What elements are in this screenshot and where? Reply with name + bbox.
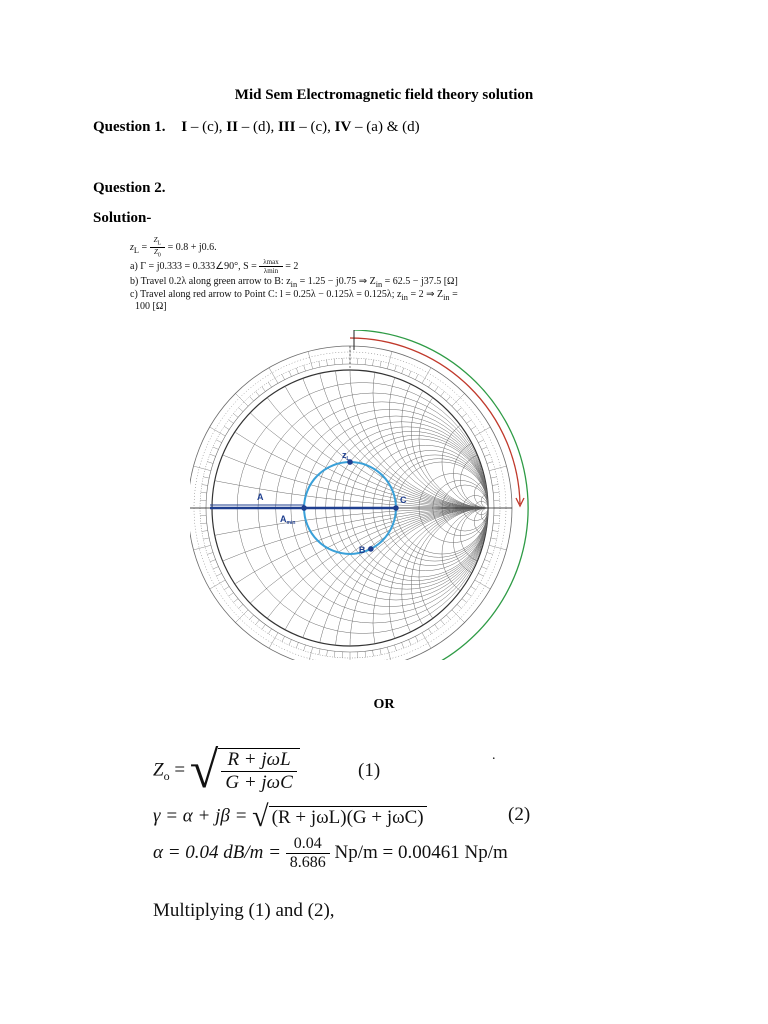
scale-tick: [489, 545, 506, 550]
q1-part-ii-answer: (d),: [252, 119, 278, 135]
scale-tick: [202, 485, 208, 486]
equation-3: [153, 835, 508, 872]
scale-tick: [216, 440, 221, 443]
scale-tick: [262, 624, 266, 629]
scale-tick: [492, 485, 498, 486]
swr-den: λmin: [263, 267, 279, 275]
scale-tick: [289, 640, 291, 645]
or-label: OR: [373, 697, 395, 712]
eq1-denominator: G + jωC: [225, 772, 293, 793]
scale-tick: [296, 642, 298, 648]
scale-tick: [194, 466, 211, 471]
scale-tick: [334, 359, 335, 365]
zin-sub: in: [375, 280, 383, 289]
scale-tick: [482, 447, 487, 449]
eq3-rhs: Np/m = 0.00461 Np/m: [329, 841, 508, 863]
scale-tick: [216, 573, 221, 576]
q1-part-iii-answer: (c),: [310, 119, 335, 135]
scale-tick: [365, 359, 366, 365]
swr-num: λmax: [259, 258, 282, 267]
scale-tick: [233, 414, 238, 418]
scale-tick: [213, 447, 218, 449]
label-c: C: [399, 495, 407, 505]
q1-sep: –: [351, 119, 367, 135]
eq1-equals: =: [174, 759, 190, 781]
zin-sub: in: [401, 293, 408, 302]
scale-tick: [210, 454, 216, 456]
scale-tick: [319, 361, 320, 367]
scale-tick: [441, 391, 445, 396]
q1-part-iv-answer: (a) & (d): [366, 119, 420, 135]
scale-tick: [224, 586, 229, 589]
label-zl: $z_L$: [342, 450, 350, 463]
scale-tick: [201, 492, 207, 493]
scale-tick: [394, 645, 396, 651]
label-zl-sub: L: [346, 456, 350, 463]
eq1-tag: (1): [358, 760, 381, 781]
scale-tick: [452, 393, 465, 406]
line-c-text: c) Travel along red arrow to Point C: l = 0.25λ − 0.125λ = 0.125λ; z: [130, 289, 402, 300]
scale-tick: [462, 599, 467, 603]
scale-tick: [202, 531, 208, 532]
scale-tick: [435, 387, 439, 392]
scale-tick: [478, 440, 483, 443]
q1-sep: –: [187, 119, 203, 135]
point-a-min: [301, 505, 307, 511]
line-a-text: a) Γ = j0.333 = 0.333∠90°, S =: [130, 260, 260, 272]
scale-tick: [256, 620, 260, 625]
scale-tick: [402, 642, 404, 648]
page-title: Mid Sem Electromagnetic field theory solution: [234, 87, 534, 103]
scale-tick: [415, 374, 418, 379]
q1-sep: –: [295, 119, 311, 135]
scale-tick: [262, 387, 266, 392]
scale-tick: [239, 604, 243, 608]
line-c-value2: =: [449, 289, 458, 300]
zl-num-sub: L: [157, 240, 162, 247]
equation-1: [153, 742, 300, 799]
eq3-denominator: 8.686: [289, 854, 326, 871]
sqrt-sign: √: [189, 742, 219, 799]
scale-tick: [484, 560, 490, 562]
scale-tick: [489, 466, 506, 471]
scale-tick: [203, 538, 209, 539]
q1-part-ii-num: II: [226, 119, 238, 135]
zl-value: = 0.8 + j0.6.: [165, 242, 217, 254]
scale-tick: [457, 408, 461, 412]
scale-tick: [487, 552, 493, 554]
scale-tick: [373, 650, 374, 656]
smith-lines: [190, 330, 530, 660]
eq1-lhs: Z: [153, 759, 164, 781]
q1-sep: –: [237, 119, 253, 135]
scale-tick: [491, 538, 497, 539]
line-c-value: = 2 ⇒ Z: [407, 289, 444, 300]
reactance-arc: [350, 508, 530, 660]
scale-tick: [484, 454, 490, 456]
eq3-lhs: α = 0.04 dB/m =: [153, 841, 286, 863]
point-b: [368, 546, 374, 552]
scale-tick: [233, 599, 238, 603]
zl-den-sub: 0: [157, 252, 161, 259]
swr-value: = 2: [282, 260, 299, 272]
point-c: [393, 505, 399, 511]
scale-tick: [203, 477, 209, 478]
eq-sign: =: [139, 242, 150, 254]
reactance-arc: [373, 330, 530, 508]
scale-tick: [304, 645, 306, 651]
q1-part-i-num: I: [181, 119, 188, 135]
smith-grid: [190, 330, 530, 660]
label-a: A: [257, 492, 264, 502]
scale-tick: [207, 552, 213, 554]
scale-tick: [402, 368, 404, 374]
scale-tick: [210, 560, 216, 562]
scale-tick: [492, 531, 498, 532]
zl-num: Z: [153, 236, 158, 244]
scale-tick: [462, 414, 467, 418]
scale-tick: [282, 636, 285, 641]
sqrt-sign: √: [252, 800, 269, 833]
eq1-radicand: [218, 748, 299, 794]
reactance-arc: [190, 330, 530, 508]
scale-tick: [224, 426, 229, 429]
reactance-arc: [411, 508, 530, 660]
zl-symbol: z: [130, 242, 134, 254]
scale-tick: [482, 567, 487, 569]
scale-tick: [478, 573, 483, 576]
scale-tick: [282, 374, 285, 379]
eq2-lhs: γ = α + jβ =: [153, 805, 253, 827]
swr-fraction: [259, 258, 282, 275]
scale-tick: [387, 352, 392, 369]
reactance-arc: [291, 330, 530, 508]
scale-tick: [201, 523, 207, 524]
scale-tick: [415, 636, 418, 641]
reactance-arc: [190, 330, 530, 508]
scale-tick: [365, 651, 366, 657]
scale-tick: [493, 492, 499, 493]
zin-sub: in: [443, 293, 450, 302]
label-a-min: $A_{min}$: [280, 514, 296, 526]
scale-tick: [256, 391, 260, 396]
q1-part-iv-num: IV: [334, 119, 352, 135]
scale-tick: [475, 580, 491, 589]
eq2-tag: (2): [508, 804, 531, 825]
scale-tick: [471, 586, 476, 589]
scale-tick: [457, 604, 461, 608]
reactance-arc: [190, 508, 530, 660]
scale-tick: [250, 615, 254, 619]
scale-tick: [466, 420, 471, 424]
reactance-arc: [190, 508, 530, 660]
scale-tick: [327, 650, 328, 656]
line-b-text: b) Travel 0.2λ along green arrow to B: z: [130, 276, 291, 287]
zl-sub: L: [133, 246, 139, 256]
label-a-min-sub: min: [286, 520, 296, 526]
q1-part-iii-num: III: [277, 119, 296, 135]
question-2-label: Question 2.: [93, 180, 166, 196]
question-1-label: Question 1.: [93, 119, 166, 135]
eq3-numerator: 0.04: [286, 835, 330, 854]
scale-tick: [428, 382, 431, 387]
reactance-arc: [258, 508, 530, 660]
scale-tick: [229, 593, 234, 597]
equation-2: [153, 802, 427, 832]
reactance-arc: [190, 330, 530, 508]
scale-tick: [373, 360, 374, 366]
eq1-numerator: R + jωL: [221, 749, 296, 772]
multiplying-text: Multiplying (1) and (2),: [153, 900, 335, 921]
scale-tick: [319, 649, 320, 655]
scale-tick: [446, 397, 450, 401]
scale-tick: [327, 360, 328, 366]
scale-tick: [308, 647, 313, 660]
scale-tick: [296, 368, 298, 374]
solution-line-c: [130, 289, 458, 304]
scale-tick: [409, 371, 411, 376]
scale-tick: [380, 649, 381, 655]
reactance-arc: [190, 508, 530, 660]
scale-tick: [466, 593, 471, 597]
scale-tick: [268, 382, 271, 387]
scale-tick: [239, 408, 243, 412]
scale-tick: [446, 615, 450, 619]
stray-dot: .: [492, 748, 496, 763]
solution-label: Solution-: [93, 210, 152, 226]
scale-tick: [289, 371, 291, 376]
scale-tick: [428, 629, 431, 634]
reactance-arc: [373, 508, 530, 660]
scale-tick: [210, 580, 226, 589]
smith-chart: [190, 330, 530, 660]
scale-tick: [308, 352, 313, 369]
scale-tick: [409, 640, 411, 645]
scale-tick: [207, 462, 213, 464]
scale-tick: [387, 647, 392, 660]
q1-part-i-answer: (c),: [202, 119, 227, 135]
scale-tick: [394, 365, 396, 371]
label-b: B: [358, 544, 366, 555]
zl-den: Z: [153, 248, 158, 257]
reactance-arc: [389, 508, 530, 660]
scale-tick: [441, 620, 445, 625]
scale-tick: [194, 545, 211, 550]
solution-line-c-cont: 100 [Ω]: [135, 301, 167, 312]
scale-tick: [334, 651, 335, 657]
solution-line-zl: [130, 236, 217, 260]
question-1: [93, 119, 420, 136]
scale-tick: [435, 624, 439, 629]
line-b-value: = 1.25 − j0.75 ⇒ Z: [297, 276, 376, 287]
solution-line-a: [130, 258, 298, 275]
scale-tick: [487, 462, 493, 464]
reactance-arc: [190, 508, 530, 660]
reactance-arc: [190, 330, 530, 508]
scale-tick: [471, 426, 476, 429]
scale-tick: [491, 477, 497, 478]
zl-fraction: [150, 236, 165, 260]
scale-tick: [229, 420, 234, 424]
zin-sub: in: [290, 280, 298, 289]
scale-tick: [250, 397, 254, 401]
scale-tick: [493, 523, 499, 524]
scale-tick: [213, 567, 218, 569]
eq1-lhs-sub: o: [163, 769, 170, 784]
line-b-value2: = 62.5 − j37.5 [Ω]: [382, 276, 458, 287]
scale-tick: [380, 361, 381, 367]
reactance-arc: [389, 330, 530, 508]
eq2-radicand: (R + jωL)(G + jωC): [269, 806, 427, 829]
scale-tick: [304, 365, 306, 371]
scale-tick: [268, 629, 271, 634]
